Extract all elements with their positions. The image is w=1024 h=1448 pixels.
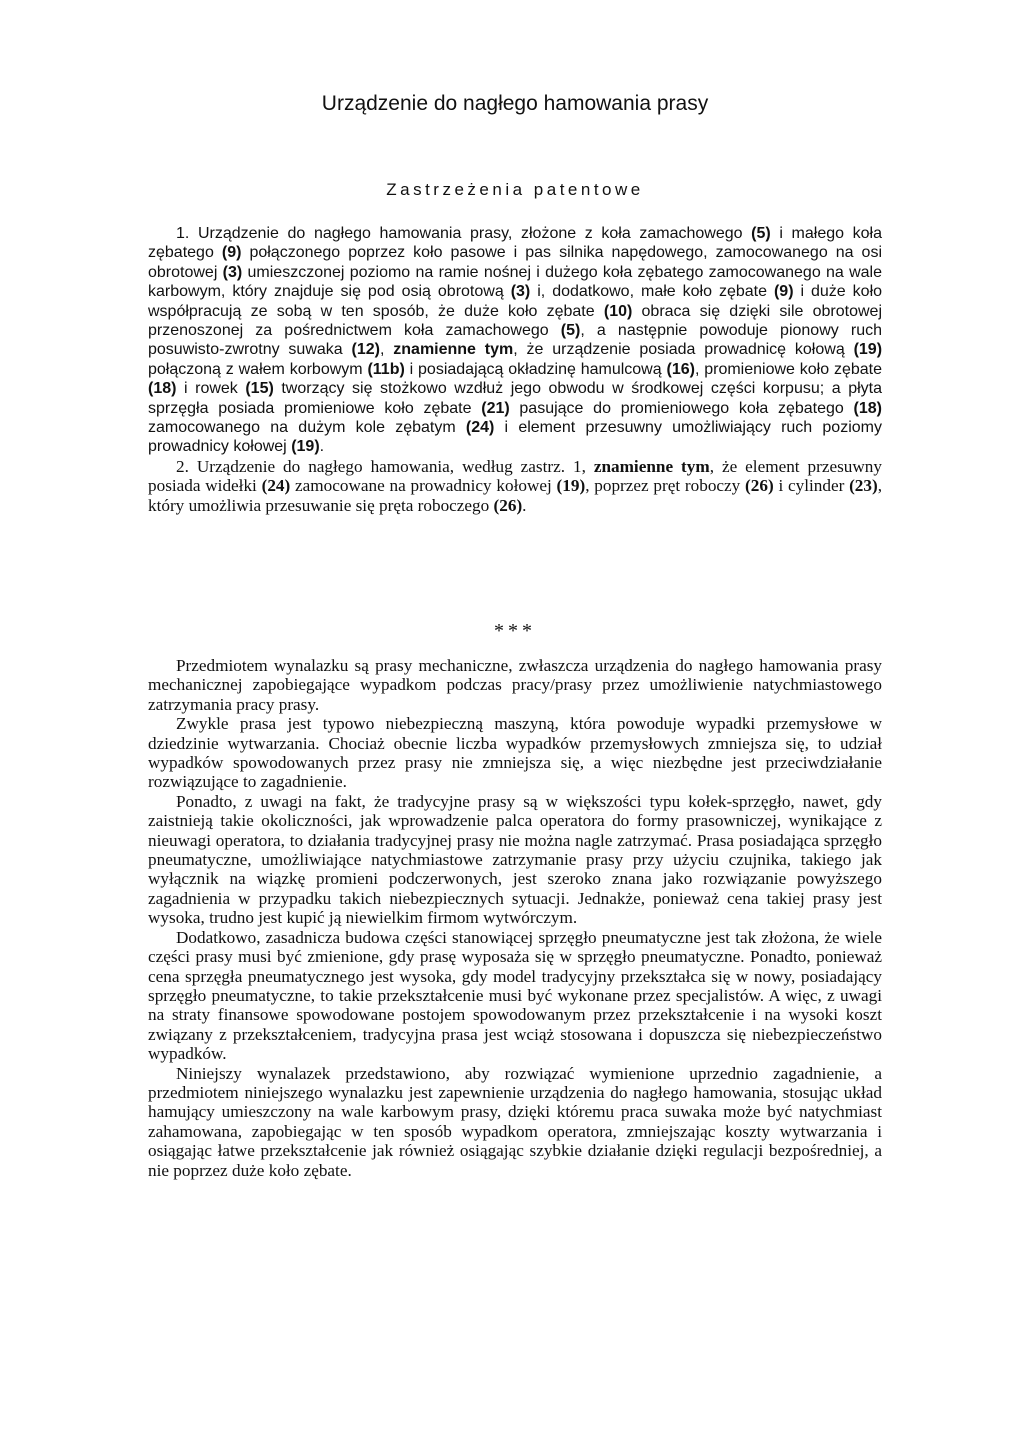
claim-1 xyxy=(148,224,882,457)
claim-bold-run: (3) xyxy=(222,263,243,281)
claim-bold-run: (15) xyxy=(245,380,274,398)
claim-text-run: , że element przesuwny posiada widełki xyxy=(148,456,882,496)
claim-bold-run: (18) xyxy=(148,380,177,398)
claim-bold-run: znamienne tym xyxy=(393,341,514,359)
claim-text-run: , xyxy=(379,341,394,359)
claims-heading: Zastrzeżenia patentowe xyxy=(386,180,644,199)
description-paragraph-3: Ponadto, z uwagi na fakt, że tradycyjne prasy są w większości typu kołek-sprzęgło, nawet, gdy zaistnieją takie okoliczności, jak wprowadzenie palca operatora do formy prasowniczej, wynikające z nieuwagi operatora, to działania tradycyjnej prasy nie można nagle zatrzymać. Prasa posiadająca sprzęgło pneumatyczne, umożliwiające natychmiastowe zatrzymanie prasy przy użyciu czujnika, takiego jak wyłącznik na wiązkę promieni podczerwonych, jest szeroko znana jako rozwiązanie powyższego zagadnienia w przypadku takich niebezpiecznych sytuacji. Jednakże, ponieważ cena takiej prasy jest wysoka, trudno jest kupić ją niewielkim firmom wytwórczym. xyxy=(148,791,882,928)
claim-text-run: , który umożliwia przesuwanie się pręta roboczego xyxy=(148,476,883,515)
claim-bold-run: (23) xyxy=(849,476,878,496)
claim-bold-run: (24) xyxy=(261,476,291,496)
claim-bold-run: (9) xyxy=(773,283,794,301)
description-section xyxy=(148,656,882,1180)
claim-text-run: i rowek xyxy=(176,380,246,398)
claim-bold-run: (12) xyxy=(351,341,380,359)
claim-bold-run: (18) xyxy=(853,399,882,417)
section-separator: *** xyxy=(494,620,536,642)
claim-text-run: 2. Urządzenie do nagłego hamowania, według zastrz. 1, xyxy=(176,456,594,476)
claim-text-run: pasujące do promieniowego koła zębatego xyxy=(509,399,854,417)
claim-bold-run: (16) xyxy=(666,360,695,378)
description-paragraph-2: Zwykle prasa jest typowo niebezpieczną maszyną, która powoduje wypadki przemysłowe w dziedzinie wytwarzania. Chociaż obecnie liczba wypadków przemysłowych zmniejsza się, to udział wypadków spowodowanych przez prasy nie zmniejsza się, a więc niezbędne jest przeciwdziałanie rozwiązujące to zagadnienie. xyxy=(148,714,882,792)
claim-text-run: połączoną z wałem korbowym xyxy=(148,360,368,378)
claim-text-run: obraca się dzięki sile obrotowej przenoszonej za pośrednictwem koła zamachowego xyxy=(148,302,883,340)
claim-text-run: , promieniowe koło zębate xyxy=(694,360,883,378)
claim-text-run: i cylinder xyxy=(773,476,850,496)
description-paragraph-1: Przedmiotem wynalazku są prasy mechaniczne, zwłaszcza urządzenia do nagłego hamowania prasy mechanicznej zapobiegające wypadkom podczas pracy/prasy przez umożliwienie natychmiastowego zatrzymania pracy prasy. xyxy=(148,656,882,714)
claim-text-run: . xyxy=(319,438,325,456)
claim-text-run: , a następnie powoduje pionowy ruch posuwisto-zwrotny suwaka xyxy=(148,322,882,359)
claim-text-run: i, dodatkowo, małe koło zębate xyxy=(530,283,774,301)
claim-text-run: zamocowanego na dużym kole zębatym xyxy=(148,419,466,437)
claim-text-run: , że urządzenie posiada prowadnicę kołową xyxy=(513,341,854,359)
claim-text-run: umieszczonej poziomo na ramie nośnej i dużego koła zębatego zamocowanego na wale karbowym, który znajduje się pod osią obrotową xyxy=(148,263,882,301)
claim-bold-run: (19) xyxy=(556,476,586,496)
claim-text-run: i duże koło współpracują ze sobą w ten sposób, że duże koło zębate xyxy=(148,283,883,320)
claim-text-run: i element przesuwny umożliwiający ruch poziomy prowadnicy kołowej xyxy=(148,419,882,456)
claim-bold-run: (19) xyxy=(853,341,883,359)
claim-bold-run: (21) xyxy=(481,399,510,417)
claim-text-run: połączonego poprzez koło pasowe i pas silnika napędowego, zamocowanego na osi obrotowej xyxy=(148,244,883,281)
claim-bold-run: (24) xyxy=(465,419,495,437)
claim-text-run: , poprzez pręt roboczy xyxy=(585,476,746,496)
claim-bold-run: (5) xyxy=(751,225,771,242)
claim-bold-run: znamienne tym xyxy=(593,456,710,476)
claim-text-run: . xyxy=(522,495,527,515)
claim-text-run: tworzący się stożkowo wzdłuż jego obwodu w środkowej części korpusu; a płyta sprzęgła posiada promieniowe koło zębate xyxy=(148,380,882,417)
description-paragraph-5: Niniejszy wynalazek przedstawiono, aby rozwiązać wymienione uprzednio zagadnienie, a przedmiotem niniejszego wynalazku jest zapewnienie urządzenia do nagłego hamowania, stosując układ hamujący umieszczony na wale karbowym prasy, dzięki któremu praca suwaka może być natychmiast zahamowana, zapobiegając w ten sposób wypadkom operatora, zmniejszając koszty wytwarzania i osiągając łatwe przekształcenie jak również osiągając szybkie działanie dzięki regulacji bezpośredniej, a nie poprzez duże koło zębate. xyxy=(148,1063,882,1180)
claim-bold-run: (3) xyxy=(510,283,531,301)
claim-bold-run: (26) xyxy=(745,476,774,496)
claim-text-run: i posiadającą okładzinę hamulcową xyxy=(404,360,667,378)
claim-text-run: i małego koła zębatego xyxy=(148,225,882,262)
claim-2 xyxy=(148,457,882,515)
claim-bold-run: (11b) xyxy=(367,360,405,378)
claim-text-run: zamocowane na prowadnicy kołowej xyxy=(290,476,557,496)
description-paragraph-4: Dodatkowo, zasadnicza budowa części stanowiącej sprzęgło pneumatyczne jest tak złożona, że wiele części prasy musi być zmienione, gdy prasę wyposaża się w sprzęgło pneumatyczne. Ponadto, ponieważ cena sprzęgła pneumatycznego jest wysoka, gdy model tradycyjny przekształca się w nowy, posiadający sprzęgło pneumatyczne, to takie przekształcenie musi być wykonane przez specjalistów. A więc, z uwagi na straty finansowe spowodowane postojem spowodowanym przez przekształcenie i na wysoki koszt związany z przekształceniem, tradycyjna prasa jest wciąż stosowana i dopuszcza się niebezpieczeństwo wypadków. xyxy=(148,927,882,1064)
claim-bold-run: (10) xyxy=(603,302,633,320)
claim-bold-run: (26) xyxy=(493,495,523,515)
claim-bold-run: (19) xyxy=(291,438,320,456)
claim-bold-run: (9) xyxy=(221,244,242,262)
document-title: Urządzenie do nagłego hamowania prasy xyxy=(321,92,709,115)
claims-section xyxy=(148,224,882,515)
claim-text-run: 1. Urządzenie do nagłego hamowania prasy, złożone z koła zamachowego xyxy=(176,225,752,242)
claim-bold-run: (5) xyxy=(560,322,581,340)
